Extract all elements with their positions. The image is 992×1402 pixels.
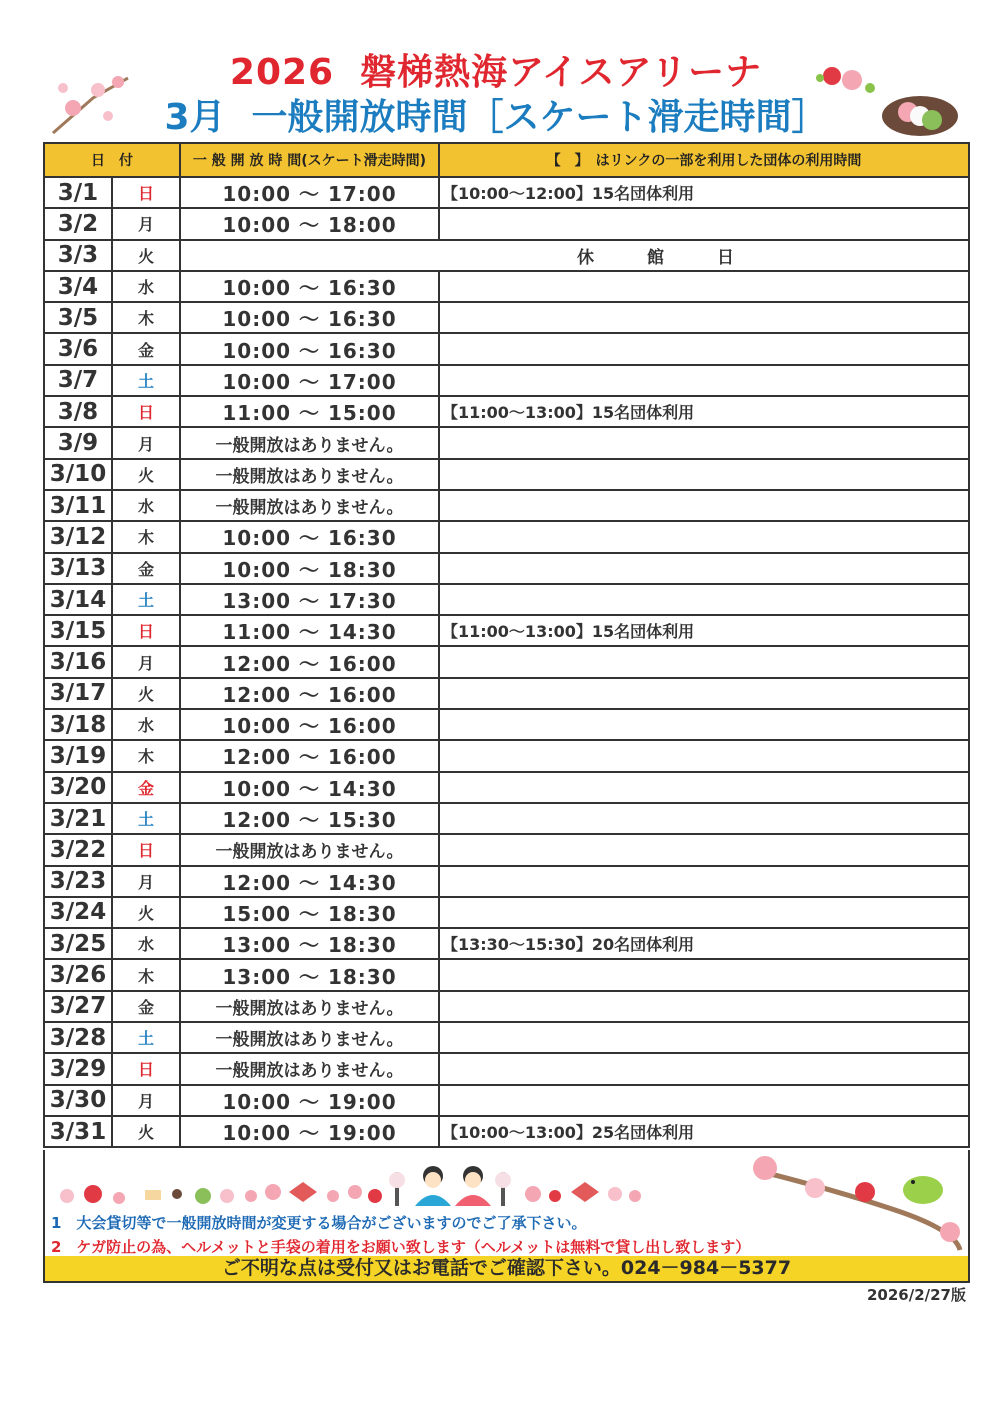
row-open-hours: 10:00 ～ 19:00	[180, 1116, 439, 1147]
row-date: 3/9	[44, 427, 112, 458]
version-date: 2026/2/27版	[866, 1286, 966, 1304]
table-row	[44, 584, 969, 615]
row-group-usage	[439, 208, 969, 239]
row-group-usage	[439, 365, 969, 396]
row-group-usage	[439, 866, 969, 897]
row-day-of-week: 月	[112, 427, 180, 458]
row-day-of-week: 土	[112, 803, 180, 834]
schedule-table	[43, 142, 970, 1148]
plum-branch-bird-icon	[745, 1150, 965, 1254]
table-row	[44, 928, 969, 959]
row-day-of-week: 日	[112, 396, 180, 427]
subtitle-text: 一般開放時間［スケート滑走時間］	[251, 97, 828, 138]
row-date: 3/4	[44, 271, 112, 302]
row-date: 3/28	[44, 1022, 112, 1053]
row-date: 3/22	[44, 834, 112, 865]
row-date: 3/2	[44, 208, 112, 239]
row-date: 3/19	[44, 740, 112, 771]
row-group-usage	[439, 709, 969, 740]
row-date: 3/1	[44, 177, 112, 208]
row-day-of-week: 水	[112, 709, 180, 740]
table-header-row	[44, 143, 969, 177]
row-day-of-week: 金	[112, 553, 180, 584]
row-day-of-week: 土	[112, 1022, 180, 1053]
row-open-hours: 10:00 ～ 17:00	[180, 177, 439, 208]
row-day-of-week: 金	[112, 772, 180, 803]
row-date: 3/8	[44, 396, 112, 427]
row-group-usage	[439, 991, 969, 1022]
row-open-hours: 13:00 ～ 18:30	[180, 959, 439, 990]
table-row	[44, 459, 969, 490]
row-date: 3/16	[44, 646, 112, 677]
row-open-hours: 12:00 ～ 16:00	[180, 646, 439, 677]
row-open-hours: 13:00 ～ 18:30	[180, 928, 439, 959]
row-day-of-week: 月	[112, 1085, 180, 1116]
title-year: 2026	[229, 52, 335, 93]
row-open-hours: 12:00 ～ 14:30	[180, 866, 439, 897]
row-day-of-week: 月	[112, 646, 180, 677]
table-row	[44, 240, 969, 271]
row-open-hours: 10:00 ～ 16:30	[180, 521, 439, 552]
note-schedule-change: 1 大会貸切等で一般開放時間が変更する場合がございますのでご了承下さい。	[51, 1214, 587, 1232]
row-open-hours: 10:00 ～ 17:00	[180, 365, 439, 396]
row-date: 3/12	[44, 521, 112, 552]
row-day-of-week: 月	[112, 208, 180, 239]
title-month: 3月	[164, 97, 226, 138]
row-open-hours: 10:00 ～ 18:30	[180, 553, 439, 584]
table-row	[44, 897, 969, 928]
row-open-hours: 12:00 ～ 15:30	[180, 803, 439, 834]
row-group-usage: 【10:00～12:00】15名団体利用	[439, 177, 969, 208]
row-day-of-week: 木	[112, 959, 180, 990]
row-date: 3/11	[44, 490, 112, 521]
table-row	[44, 646, 969, 677]
footer-box	[43, 1150, 970, 1283]
row-group-usage	[439, 271, 969, 302]
row-open-hours: 一般開放はありません。	[180, 459, 439, 490]
row-open-hours: 一般開放はありません。	[180, 490, 439, 521]
row-group-usage	[439, 772, 969, 803]
row-group-usage	[439, 1022, 969, 1053]
table-row	[44, 1085, 969, 1116]
schedule-body	[44, 177, 969, 1147]
row-day-of-week: 火	[112, 240, 180, 271]
table-row	[44, 678, 969, 709]
table-row	[44, 553, 969, 584]
row-day-of-week: 日	[112, 1053, 180, 1084]
row-date: 3/6	[44, 333, 112, 364]
row-group-usage: 【13:30～15:30】20名団体利用	[439, 928, 969, 959]
row-open-hours: 15:00 ～ 18:30	[180, 897, 439, 928]
row-date: 3/15	[44, 615, 112, 646]
row-group-usage: 【11:00～13:00】15名団体利用	[439, 615, 969, 646]
row-day-of-week: 水	[112, 928, 180, 959]
page-subtitle	[0, 96, 992, 140]
row-group-usage: 【11:00～13:00】15名団体利用	[439, 396, 969, 427]
table-row	[44, 959, 969, 990]
contact-bar: ご不明な点は受付又はお電話でご確認下さい。024－984－5377	[45, 1256, 968, 1281]
table-row	[44, 1053, 969, 1084]
row-open-hours: 10:00 ～ 16:30	[180, 333, 439, 364]
row-group-usage	[439, 459, 969, 490]
row-group-usage	[439, 553, 969, 584]
row-date: 3/30	[44, 1085, 112, 1116]
row-open-hours: 10:00 ～ 14:30	[180, 772, 439, 803]
row-open-hours: 10:00 ～ 16:00	[180, 709, 439, 740]
row-date: 3/18	[44, 709, 112, 740]
table-row	[44, 177, 969, 208]
row-date: 3/31	[44, 1116, 112, 1147]
row-open-hours: 10:00 ～ 16:30	[180, 302, 439, 333]
row-day-of-week: 火	[112, 678, 180, 709]
row-date: 3/10	[44, 459, 112, 490]
row-date: 3/3	[44, 240, 112, 271]
row-date: 3/29	[44, 1053, 112, 1084]
table-row	[44, 1116, 969, 1147]
table-row	[44, 302, 969, 333]
row-open-hours: 10:00 ～ 16:30	[180, 271, 439, 302]
row-open-hours: 一般開放はありません。	[180, 1053, 439, 1084]
row-day-of-week: 金	[112, 333, 180, 364]
row-group-usage	[439, 834, 969, 865]
note-helmet-gloves: 2 ケガ防止の為、ヘルメットと手袋の着用をお願い致します（ヘルメットは無料で貸し出し致します）	[51, 1238, 751, 1256]
row-date: 3/25	[44, 928, 112, 959]
row-open-hours: 12:00 ～ 16:00	[180, 740, 439, 771]
venue-name: 磐梯熱海アイスアリーナ	[360, 52, 763, 93]
table-row	[44, 427, 969, 458]
row-day-of-week: 木	[112, 521, 180, 552]
row-group-usage	[439, 803, 969, 834]
row-open-hours: 13:00 ～ 17:30	[180, 584, 439, 615]
table-row	[44, 396, 969, 427]
table-row	[44, 333, 969, 364]
header-time: 一 般 開 放 時 間(スケート滑走時間)	[180, 143, 439, 177]
table-row	[44, 740, 969, 771]
row-open-hours: 一般開放はありません。	[180, 834, 439, 865]
row-day-of-week: 月	[112, 866, 180, 897]
table-row	[44, 1022, 969, 1053]
row-open-hours: 11:00 ～ 14:30	[180, 615, 439, 646]
row-day-of-week: 土	[112, 365, 180, 396]
row-date: 3/20	[44, 772, 112, 803]
row-group-usage	[439, 1053, 969, 1084]
row-open-hours: 11:00 ～ 15:00	[180, 396, 439, 427]
row-group-usage	[439, 740, 969, 771]
row-group-usage	[439, 1085, 969, 1116]
row-group-usage: 【10:00～13:00】25名団体利用	[439, 1116, 969, 1147]
row-group-usage	[439, 897, 969, 928]
row-open-hours: 一般開放はありません。	[180, 1022, 439, 1053]
row-day-of-week: 木	[112, 740, 180, 771]
row-open-hours: 10:00 ～ 18:00	[180, 208, 439, 239]
row-day-of-week: 金	[112, 991, 180, 1022]
row-date: 3/14	[44, 584, 112, 615]
row-day-of-week: 日	[112, 177, 180, 208]
row-date: 3/17	[44, 678, 112, 709]
row-group-usage	[439, 959, 969, 990]
row-open-hours: 一般開放はありません。	[180, 427, 439, 458]
table-row	[44, 615, 969, 646]
row-day-of-week: 木	[112, 302, 180, 333]
row-date: 3/21	[44, 803, 112, 834]
table-row	[44, 803, 969, 834]
table-row	[44, 521, 969, 552]
table-row	[44, 490, 969, 521]
row-open-hours: 10:00 ～ 19:00	[180, 1085, 439, 1116]
row-group-usage	[439, 302, 969, 333]
row-date: 3/24	[44, 897, 112, 928]
row-date: 3/13	[44, 553, 112, 584]
row-day-of-week: 火	[112, 897, 180, 928]
table-row	[44, 866, 969, 897]
row-day-of-week: 水	[112, 490, 180, 521]
row-closed: 休 館 日	[180, 240, 969, 271]
table-row	[44, 709, 969, 740]
row-open-hours: 12:00 ～ 16:00	[180, 678, 439, 709]
row-group-usage	[439, 521, 969, 552]
row-group-usage	[439, 333, 969, 364]
table-row	[44, 991, 969, 1022]
row-group-usage	[439, 490, 969, 521]
row-group-usage	[439, 584, 969, 615]
row-day-of-week: 火	[112, 459, 180, 490]
row-group-usage	[439, 646, 969, 677]
row-open-hours: 一般開放はありません。	[180, 991, 439, 1022]
row-day-of-week: 土	[112, 584, 180, 615]
row-date: 3/23	[44, 866, 112, 897]
row-date: 3/27	[44, 991, 112, 1022]
table-row	[44, 365, 969, 396]
row-date: 3/26	[44, 959, 112, 990]
row-group-usage	[439, 678, 969, 709]
row-date: 3/7	[44, 365, 112, 396]
row-group-usage	[439, 427, 969, 458]
table-row	[44, 772, 969, 803]
header-notes: 【 】 はリンクの一部を利用した団体の利用時間	[439, 143, 969, 177]
page-title	[0, 52, 992, 94]
table-row	[44, 834, 969, 865]
row-date: 3/5	[44, 302, 112, 333]
row-day-of-week: 日	[112, 615, 180, 646]
table-row	[44, 271, 969, 302]
row-day-of-week: 火	[112, 1116, 180, 1147]
table-row	[44, 208, 969, 239]
row-day-of-week: 水	[112, 271, 180, 302]
header-date: 日 付	[44, 143, 180, 177]
row-day-of-week: 日	[112, 834, 180, 865]
